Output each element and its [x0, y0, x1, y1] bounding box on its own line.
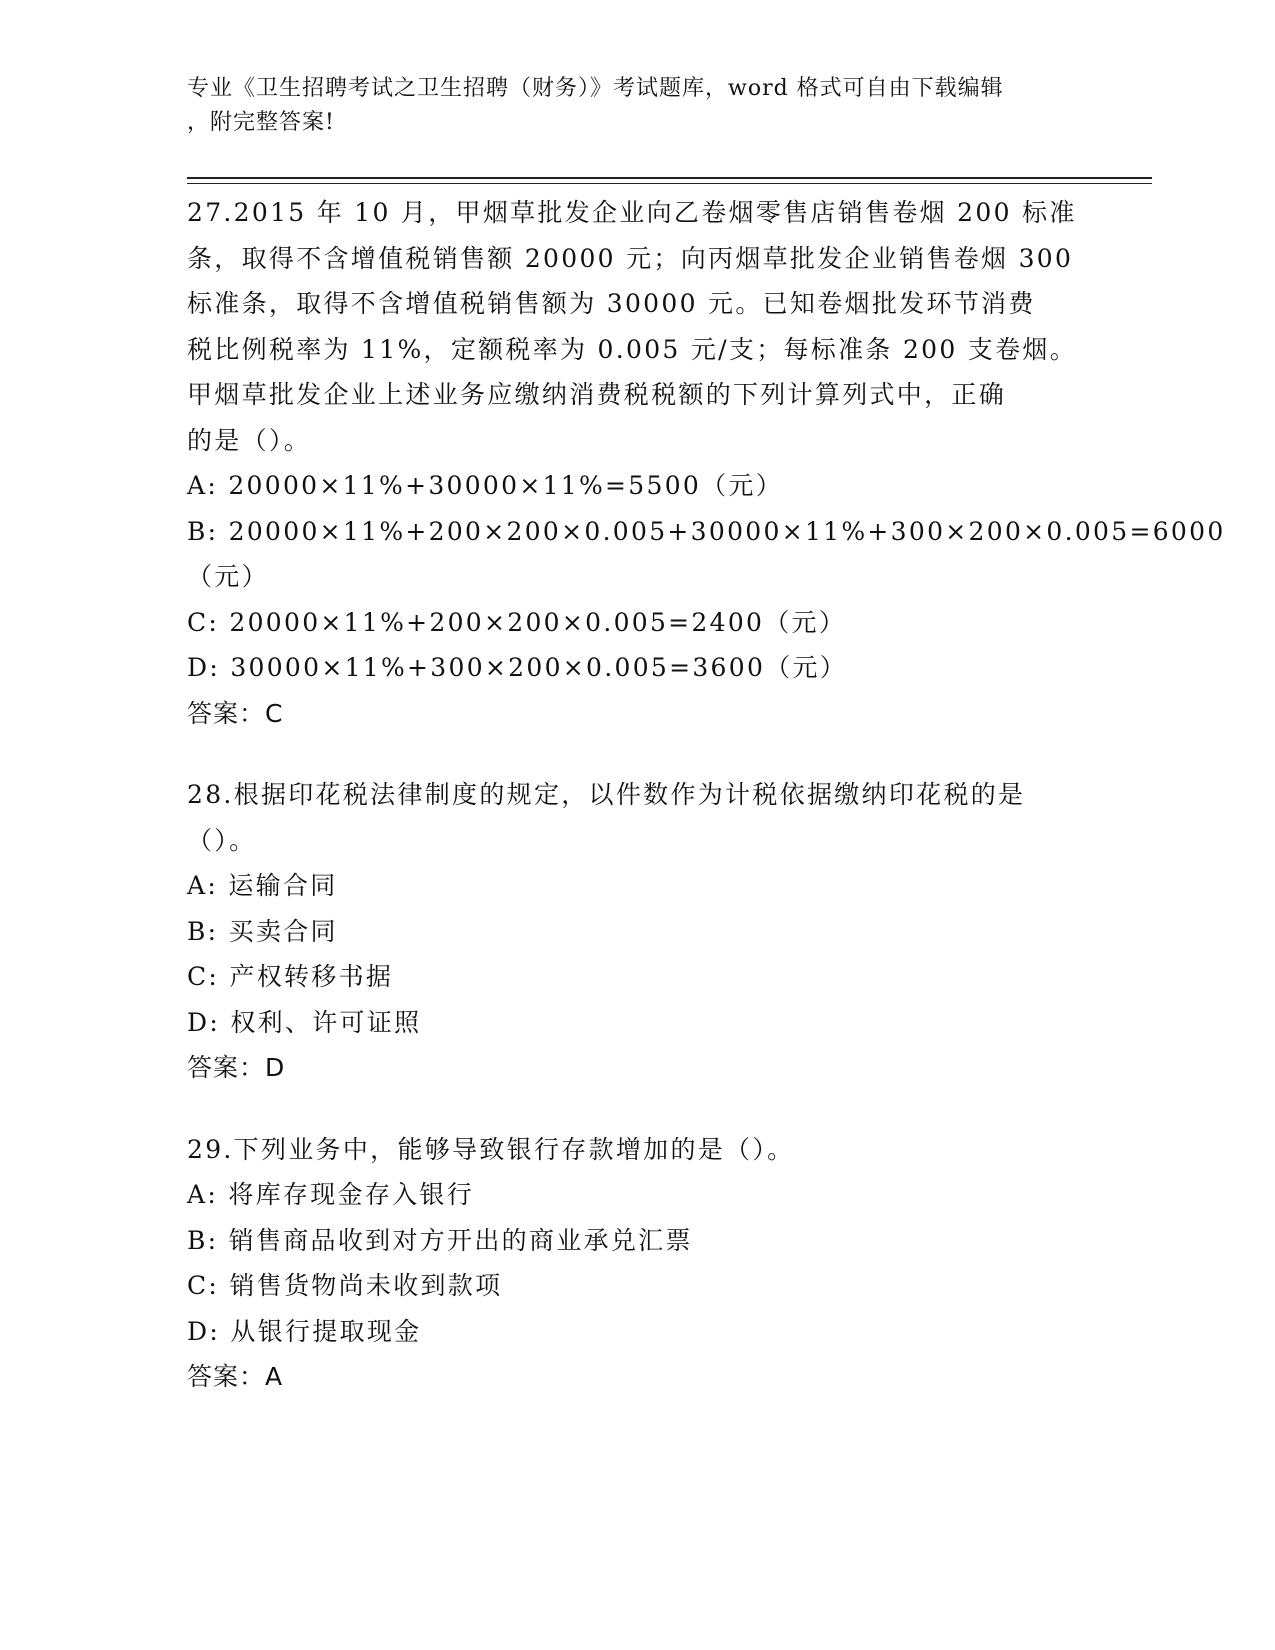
question-stem-line: 的是（）。 [187, 425, 312, 455]
question-stem-line: 29.下列业务中，能够导致银行存款增加的是（）。 [187, 1134, 795, 1164]
question-28 [187, 772, 1187, 1091]
question-stem-line: 甲烟草批发企业上述业务应缴纳消费税税额的下列计算列式中，正确 [187, 380, 1007, 409]
question-stem-line: 条，取得不含增值税销售额 20000 元；向丙烟草批发企业销售卷烟 300 [187, 243, 1074, 273]
document-header [187, 72, 1087, 140]
option-d: D: 权利、许可证照 [187, 1007, 422, 1037]
option-a: A: 20000×11%+30000×11%=5500（元） [187, 471, 784, 500]
question-list [187, 190, 1226, 1436]
option-b: B: 销售商品收到对方开出的商业承兑汇票 [187, 1225, 693, 1255]
question-stem-line: 27.2015 年 10 月，甲烟草批发企业向乙卷烟零售店销售卷烟 200 标准 [187, 198, 1077, 227]
question-stem-line: 28.根据印花税法律制度的规定，以件数作为计税依据缴纳印花税的是 [187, 780, 1026, 809]
question-stem-line: 标准条，取得不含增值税销售额为 30000 元。已知卷烟批发环节消费 [187, 289, 1036, 318]
question-29 [187, 1127, 1187, 1400]
header-line-1: 专业《卫生招聘考试之卫生招聘（财务）》考试题库，word 格式可自由下载编辑 [187, 76, 1004, 101]
answer-label: 答案：C [187, 698, 284, 728]
option-c: C: 产权转移书据 [187, 962, 394, 991]
header-line-2: ，附完整答案! [187, 110, 335, 135]
option-a: A: 运输合同 [187, 871, 338, 900]
header-divider-thin [187, 183, 1152, 184]
question-27 [187, 190, 1226, 736]
answer-label: 答案：D [187, 1053, 286, 1082]
option-b-continuation: （元） [187, 562, 269, 591]
option-c: C: 20000×11%+200×200×0.005=2400（元） [187, 607, 847, 637]
question-stem-line: 税比例税率为 11%，定额税率为 0.005 元/支；每标准条 200 支卷烟。 [187, 334, 1078, 364]
option-d: D: 30000×11%+300×200×0.005=3600（元） [187, 653, 848, 682]
answer-label: 答案：A [187, 1362, 284, 1391]
option-a: A: 将库存现金存入银行 [187, 1180, 475, 1209]
option-b: B: 20000×11%+200×200×0.005+30000×11%+300×200×0.005=6000 [187, 516, 1226, 546]
option-c: C: 销售货物尚未收到款项 [187, 1271, 503, 1300]
question-stem-line: （）。 [187, 825, 257, 855]
option-b: B: 买卖合同 [187, 916, 338, 946]
option-d: D: 从银行提取现金 [187, 1316, 422, 1346]
header-divider-thick [187, 177, 1152, 179]
